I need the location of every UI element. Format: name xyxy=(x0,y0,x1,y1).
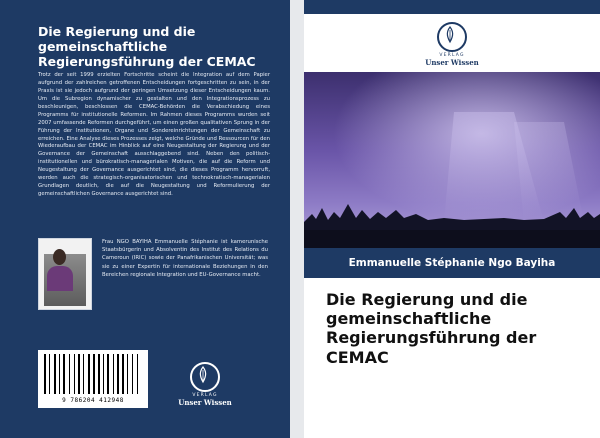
book-spine xyxy=(290,0,304,438)
barcode-bar xyxy=(96,354,97,394)
barcode-bar xyxy=(132,354,133,394)
barcode-bar xyxy=(44,354,46,394)
publisher-verlag-label: VERLAG xyxy=(439,53,465,58)
barcode-bar xyxy=(57,354,58,394)
cover-title: Die Regierung und die gemeinschaftliche Regierungsführung der CEMAC xyxy=(326,290,537,367)
front-top-bar xyxy=(304,0,600,14)
barcode-bar xyxy=(69,354,70,394)
barcode-bar xyxy=(63,354,65,394)
barcode-bar xyxy=(129,354,131,394)
barcode-bar xyxy=(83,354,84,394)
barcode-bar xyxy=(105,354,106,394)
isbn-digits: 9 786204 412948 xyxy=(62,397,124,404)
publisher-logo-front xyxy=(412,22,492,66)
barcode-bar xyxy=(59,354,60,394)
barcode-bar xyxy=(51,354,53,394)
barcode-bar xyxy=(125,354,126,394)
barcode-bar xyxy=(71,354,74,394)
barcode-bar xyxy=(107,354,109,394)
publisher-name: Unser Wissen xyxy=(178,397,232,407)
barcode-bar xyxy=(85,354,87,394)
barcode xyxy=(38,350,148,408)
barcode-bar xyxy=(47,354,48,394)
barcode-bar xyxy=(101,354,102,394)
back-cover xyxy=(0,0,290,438)
barcode-bar xyxy=(93,354,96,394)
author-bio: Frau NGO BAYIHA Emmanuelle Stéphanie ist kamerunische Staatsbürgerin und Absolventin des Institut des Relations du Cameroun (IRIC) sowie der Panafrikanischen Universität; was sie zu einer Expertin für internationale Beziehungen in den Bereichen regionale Integration und EU-Governance macht. xyxy=(102,239,268,278)
barcode-bar xyxy=(76,354,77,394)
publisher-verlag-label: VERLAG xyxy=(192,393,218,398)
publisher-logo-icon xyxy=(437,22,467,52)
barcode-bar xyxy=(54,354,57,394)
barcode-bar xyxy=(122,354,124,394)
barcode-bar xyxy=(81,354,82,394)
barcode-bar xyxy=(61,354,62,394)
barcode-bar xyxy=(103,354,104,394)
barcode-bar xyxy=(66,354,68,394)
barcode-bar xyxy=(117,354,119,394)
barcode-bar xyxy=(91,354,92,394)
barcode-bar xyxy=(74,354,75,394)
cover-author: Emmanuelle Stéphanie Ngo Bayiha xyxy=(304,248,600,278)
cover-image-storm xyxy=(304,72,600,248)
barcode-bar xyxy=(78,354,80,394)
barcode-bar xyxy=(137,354,138,394)
barcode-bar xyxy=(88,354,90,394)
back-cover-description: Trotz der seit 1999 erzielten Fortschritte scheint die Integration auf dem Papier aufgrund der zahlreichen getroffenen Entscheidungen fortgeschritten zu sein, in der Praxis ist sie jedoch aufgrund der geringen Umsetzung dieser Entscheidungen kaum. Um die Subregion dynamischer zu gestalten und den Integrationsprozess zu beschleunigen, beschlossen die CEMAC-Behörden die Verabschiedung eines Programms für institutionelle Reformen. Im Rahmen dieses Programms wurden seit 2007 umfassende Reformen durchgeführt, um einen großen qualitativen Sprung in der Führung der Institutionen, Organe und Sondereinrichtungen der Gemeinschaft zu erreichen. Eine Analyse dieses Prozesses zeigt, welche Gründe und Ressourcen für den Wiederaufbau der CEMAC im Hinblick auf eine Neugestaltung der Regierung und der Governance der Gemeinschaft ausschlaggebend sind. Neben den politisch-institutionellen und bürokratisch-managerialen Motiven, die auf die Reform und Neugestaltung der Governance ausgerichtet sind, die dieses Programm hervorruft, werden auch die strategisch-organisatorischen und technokratisch-managerialen Grundlagen deutlich, die auf die Neugestaltung und Reformulierung der gemeinschaftlichen Governance ausgerichtet sind. xyxy=(38,72,270,198)
barcode-bar xyxy=(98,354,100,394)
publisher-logo-back xyxy=(170,362,240,406)
barcode-bar xyxy=(127,354,128,394)
publisher-name: Unser Wissen xyxy=(425,57,479,67)
barcode-bar xyxy=(134,354,137,394)
author-photo xyxy=(38,238,92,310)
barcode-bar xyxy=(49,354,50,394)
barcode-bar xyxy=(120,354,121,394)
barcode-bar xyxy=(115,354,116,394)
barcode-bar xyxy=(110,354,113,394)
front-cover xyxy=(304,0,600,438)
barcode-bar xyxy=(113,354,114,394)
publisher-logo-icon xyxy=(190,362,220,392)
back-cover-title: Die Regierung und die gemeinschaftliche Regierungsführung der CEMAC xyxy=(38,24,256,69)
barcode-bar xyxy=(139,354,141,394)
